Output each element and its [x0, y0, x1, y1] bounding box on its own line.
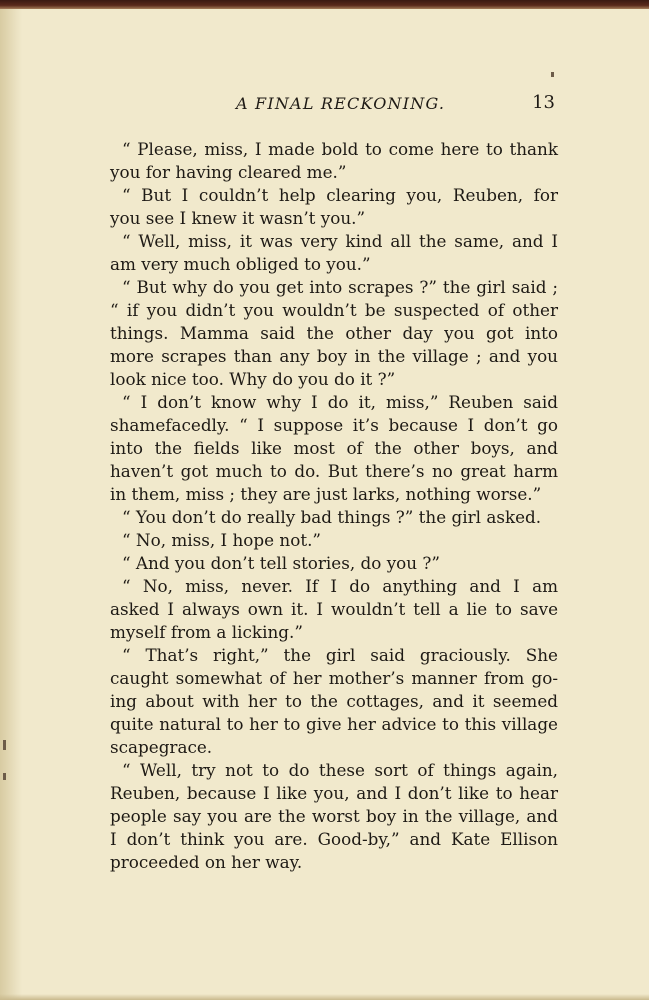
text-line: myself from a licking.”	[110, 622, 303, 642]
speck-mark	[551, 72, 554, 77]
margin-mark	[3, 740, 6, 750]
text-line: more scrapes than any boy in the village ; and you	[110, 346, 558, 366]
text-line: “ Please, miss, I made bold to come here to thank	[122, 139, 558, 159]
text-line: am very much obliged to you.”	[110, 254, 371, 274]
text-line: look nice too. Why do you do it ?”	[110, 369, 396, 389]
text-line: proceeded on her way.	[110, 852, 303, 872]
running-head	[110, 92, 557, 118]
text-line: you for having cleared me.”	[110, 162, 347, 182]
text-line: scapegrace.	[110, 737, 213, 757]
running-title: A FINAL RECKONING.	[236, 94, 446, 113]
text-line: “ No, miss, never. If I do anything and I am	[122, 576, 558, 596]
text-line: quite natural to her to give her advice to this village	[110, 714, 558, 734]
text-line: Reuben, because I like you, and I don’t like to hear	[110, 783, 558, 803]
body-text	[110, 138, 558, 874]
page-bottom-edge	[0, 994, 649, 1000]
text-line: I don’t think you are. Good-by,” and Kate Ellison	[110, 829, 558, 849]
text-line: “ Well, miss, it was very kind all the same, and I	[122, 231, 558, 251]
text-line: “ But why do you get into scrapes ?” the girl said ;	[122, 277, 558, 297]
text-line: things. Mamma said the other day you got into	[110, 323, 558, 343]
page-number: 13	[532, 92, 555, 113]
text-line: “ if you didn’t you wouldn’t be suspected of other	[110, 300, 558, 320]
text-line: “ You don’t do really bad things ?” the girl asked.	[122, 507, 542, 527]
text-line: “ That’s right,” the girl said graciously. She	[122, 645, 558, 665]
text-line: “ And you don’t tell stories, do you ?”	[122, 553, 440, 573]
text-line: “ Well, try not to do these sort of things again,	[122, 760, 558, 780]
text-line: “ I don’t know why I do it, miss,” Reuben said	[122, 392, 558, 412]
text-line: you see I knew it wasn’t you.”	[110, 208, 366, 228]
page-gutter-shadow	[0, 9, 22, 1000]
text-line: haven’t got much to do. But there’s no great harm	[110, 461, 558, 481]
text-line: shamefacedly. “ I suppose it’s because I don’t go	[110, 415, 558, 435]
text-line: “ But I couldn’t help clearing you, Reuben, for	[122, 185, 558, 205]
text-line: ing about with her to the cottages, and it seemed	[110, 691, 558, 711]
text-line: “ No, miss, I hope not.”	[122, 530, 321, 550]
text-line: into the fields like most of the other boys, and	[110, 438, 558, 458]
margin-mark	[3, 773, 6, 780]
text-line: asked I always own it. I wouldn’t tell a lie to save	[110, 599, 558, 619]
page-top-edge	[0, 0, 649, 9]
text-line: in them, miss ; they are just larks, nothing worse.”	[110, 484, 542, 504]
text-line: people say you are the worst boy in the village, and	[110, 806, 558, 826]
text-line: caught somewhat of her mother’s manner from go-	[110, 668, 558, 688]
